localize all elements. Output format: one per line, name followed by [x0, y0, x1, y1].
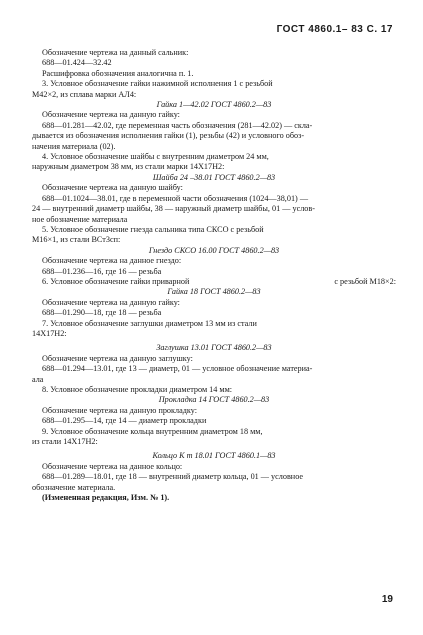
designation-line: Гайка 18 ГОСТ 4860.2—83: [167, 287, 261, 297]
text-line: 9. Условное обозначение кольца внутренним диаметром 18 мм,: [42, 426, 263, 436]
text-line: начения материала (02).: [32, 141, 116, 151]
text-line: 24 — внутренний диаметр шайбы, 38 — наружный диаметр шайбы, 01 — услов-: [32, 204, 315, 214]
page-header: ГОСТ 4860.1– 83 С. 17: [276, 24, 393, 35]
text-line: M42×2, из сплава марки АЛ4:: [32, 89, 137, 99]
text-line: 4. Условное обозначение шайбы с внутренним диаметром 24 мм,: [42, 152, 269, 162]
text-line: Обозначение чертежа на данную гайку:: [42, 297, 180, 307]
text-line: Обозначение чертежа на данное кольцо:: [42, 461, 183, 471]
text-line: Обозначение чертежа на данное гнездо:: [42, 256, 182, 266]
designation-line: Прокладка 14 ГОСТ 4860.2—83: [158, 395, 270, 405]
designation-line: Гнездо СКСО 16.00 ГОСТ 4860.2—83: [148, 245, 280, 255]
text-line: ное обозначение материала: [32, 214, 128, 224]
text-line: 688—01.281—42.02, где переменная часть обозначения (281—42.02) — скла-: [42, 120, 313, 130]
text-line: 688—01.290—18, где 18 — резьба: [42, 308, 162, 318]
text-line: 14Х17Н2:: [32, 328, 67, 338]
text-line: 688—01.294—13.01, где 13 — диаметр, 01 — условное обозначение материа-: [42, 364, 313, 374]
text-line: Обозначение чертежа на данную заглушку:: [42, 353, 193, 363]
text-fragment: с резьбой М18×2:: [334, 276, 396, 286]
document-body: [32, 48, 396, 503]
text-line: 688—01.289—18.01, где 18 — внутренний диаметр кольца, 01 — условное: [42, 472, 304, 482]
text-line: обозначение материала.: [32, 482, 116, 492]
text-line: 688—01.236—16, где 16 — резьба: [42, 266, 162, 276]
text-line: Обозначение чертежа на данный сальник:: [42, 48, 189, 57]
text-line: 3. Условное обозначение гайки нажимной исполнения 1 с резьбой: [42, 79, 273, 89]
text-line: из стали 14Х17Н2:: [32, 437, 98, 447]
text-line: Обозначение чертежа на данную гайку:: [42, 110, 180, 120]
amendment-note: (Измененная редакция, Изм. № 1).: [42, 493, 170, 503]
text-line: 688—01.1024—38.01, где в переменной части обозначения (1024—38,01) —: [42, 193, 309, 203]
text-line: 8. Условное обозначение прокладки диаметром 14 мм:: [42, 385, 233, 394]
text-line: Расшифровка обозначения аналогична п. 1.: [42, 68, 194, 78]
text-line: ала: [32, 374, 44, 384]
text-line: 688—01.295—14, где 14 — диаметр прокладки: [42, 416, 207, 426]
text-line: Обозначение чертежа на данную шайбу:: [42, 183, 183, 193]
text-line: Обозначение чертежа на данную прокладку:: [42, 405, 198, 415]
text-line: наружным диаметром 38 мм, из стали марки 14Х17Н2:: [32, 162, 225, 172]
text-line: 5. Условное обозначение гнезда сальника типа СКСО с резьбой: [42, 224, 264, 234]
designation-line: Кольцо К т 18.01 ГОСТ 4860.1—83: [152, 451, 276, 461]
text-line: дывается из обозначения исполнения гайки (1), резьбы (42) и условного обоз-: [32, 131, 305, 141]
designation-line: Заглушка 13.01 ГОСТ 4860.2—83: [156, 343, 272, 353]
page-number: 19: [381, 594, 393, 605]
designation-line: Гайка 1—42.02 ГОСТ 4860.2—83: [156, 100, 272, 110]
text-fragment: 6. Условное обозначение гайки приварной: [42, 276, 190, 286]
text-line-split: [32, 277, 396, 287]
text-line: 7. Условное обозначение заглушки диаметром 13 мм из стали: [42, 318, 257, 328]
text-line: М16×1, из стали ВСт3сп:: [32, 235, 121, 245]
designation-line: Шайба 24 –38.01 ГОСТ 4860.2—83: [152, 172, 276, 182]
text-line: 688—01.424—32.42: [42, 58, 112, 68]
